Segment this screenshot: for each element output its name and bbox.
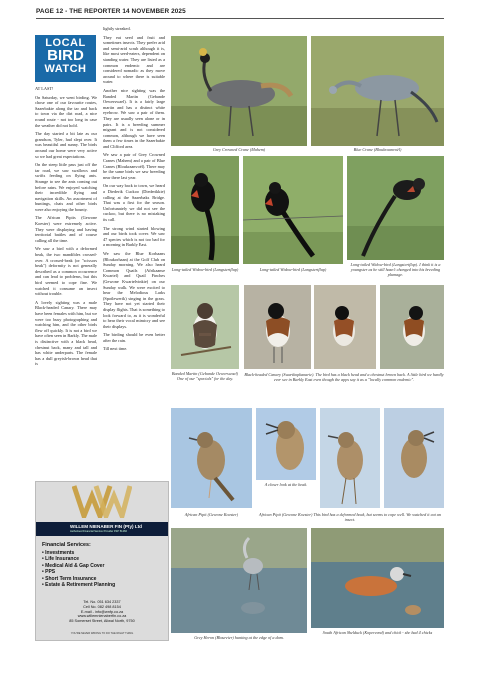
caption-blue-crane: Blue Crane (Bloukraanvoël) xyxy=(353,147,402,152)
pipit-deformed-photo-1 xyxy=(320,408,380,508)
caption-grey-heron: Grey Heron (Bloureier) hunting at the edge of a dam. xyxy=(194,635,284,640)
pipit-beak-closeup-photo xyxy=(256,408,316,480)
financial-services-advert xyxy=(35,481,169,641)
caption-pipit-deformed: African Pipit (Gewone Koester) This bird has a deformed beak, but seems to cope well. We watched it eat an insect. xyxy=(259,512,441,522)
advert-services-title: Financial Services: xyxy=(42,542,91,548)
widowbird-photo-2 xyxy=(243,156,343,264)
caption-widowbird-2: Long-tailed Widow-bird (Langstertflap) xyxy=(259,267,327,272)
caption-grey-crowned-crane: Grey Crowned Crane (Mahem) xyxy=(212,147,266,152)
col1-para: On the steep little pass just off the tar road, we saw swallows and swifts feeding on flying ants. Strange to see the ants coming out before rains. We enjoyed watching their incredible flying and navigation skills. An assortment of buntings, chats and other birds were also enjoying the bounty. xyxy=(35,162,97,212)
col2-para: Another nice sighting was the Banded Martin (Gebande Oewerswael). It is a fairly large martin and has a distinct white eyebrow. We saw a pair of them. They are usually seen alone or in pairs. It is a breeding summer migrant and is not considered common, although we have seen them a few times in the Saaerbakte and Clifford area. xyxy=(103,87,165,149)
caption-closer-look: A closer look at the beak. xyxy=(264,482,308,487)
col2-para: We saw a pair of Grey Crowned Cranes (Mahem) and a pair of Blue Cranes (Bloukraanvoël). There may be the same birds we saw breeding near there last year. xyxy=(103,152,165,180)
banded-martin-photo xyxy=(171,285,239,369)
local-bird-watch-logo xyxy=(35,35,96,82)
shelduck-photo xyxy=(311,528,444,628)
caption-banded-martin: Banded Martin (Gebande Oewerswael) One of our "specials" for the day. xyxy=(171,371,239,381)
advert-company-name: WILLEM NIENABER FIN (Pty) Ltd xyxy=(70,524,142,529)
advert-service-item: • PPS xyxy=(42,569,56,576)
advert-service-item: • Estate & Retirement Planning xyxy=(42,582,116,589)
col2-para: Till next time. xyxy=(103,346,128,352)
advert-service-item: • Investments xyxy=(42,550,75,556)
advert-contact-block xyxy=(36,600,168,624)
col1-para: On Saturday, we went birding. We chose one of our favourite routes, Saaerbakte along the tar and back to town via the dirt road, a nice round route - not too long in case the weather did not hold. xyxy=(35,94,97,128)
pipit-deformed-photo-2 xyxy=(384,408,444,508)
advert-services-list xyxy=(42,550,115,588)
col1-para: A lovely sighting was a male Black-headed Canary. There may have been females with him, but we were too busy photographing and watching him, and the other birds flew off quickly. It is not a bird we have often seen in Barkly. The male is distinctive with a black head, chestnut back, many and tall and has white underparts. The female has a dull greyish-brown head that is xyxy=(35,299,97,367)
logo-line-3: WATCH xyxy=(44,63,87,75)
col2-para: lightly streaked. xyxy=(103,26,131,31)
col2-para: We saw the Blue Korhaans (Bloukorhaan) at the Golf Club on Sunday morning. We also heard Common Quails (Afrikaanse Kwartel) and Quail Finches (Gewone Kwartelvinkie) on our Sunday walk. We were excited to hear the Melodious Larks (Spotlewerik) singing in the grass. They have not yet started their display flights. That is something to look forward to, as it is wonderful to hear their vocal mimicry and see their displays. xyxy=(103,250,165,329)
advert-address: 85 Somerset Street, Aliwal North, 9750 xyxy=(69,619,135,624)
caption-widowbird-1: Long-tailed Widow-bird (Langstertflap) xyxy=(171,267,239,272)
caption-shelduck: South African Shelduck (Kopereend) and chick - she had 4 chicks xyxy=(322,630,433,635)
advert-service-item: • Life Insurance xyxy=(42,556,80,563)
advert-cell: Cell No. 082 498 8154 xyxy=(83,604,121,609)
caption-widowbird-3: Long-tailed Widow-bird (Langstertflap). I think it is a youngster as he still hasn't changed into his breeding plumage. xyxy=(350,262,441,277)
col1-para: AT LAST! xyxy=(35,86,54,91)
widowbird-photo-3 xyxy=(347,156,444,260)
advert-website: www.willemnienaberfin.co.za xyxy=(77,614,127,619)
caption-canary: Black-headed Canary (Swartkopkanarie). The bird has a black head and a chestnut brown back. A little bird we hardly ever see in Barkly East even though the apps say it as a "locally common endemic". xyxy=(244,372,444,382)
widowbird-photo-1 xyxy=(171,156,239,264)
advert-company-bar xyxy=(36,522,168,536)
advert-slogan: YOU'RE NEVER WRONG TO DO THE RIGHT THING xyxy=(70,632,134,635)
col2-para: They eat seed and fruit and sometimes insects. They prefer arid and semi-arid scrub although it is, like most seed-eaters, dependent on standing water. They are listed as a common endemic and are considered nomadic as they move around to where there is suitable water. xyxy=(103,34,165,85)
col2-para: On our way back to town, we heard a Diederik Cuckoo (Diederikkie) calling at the Saaerbaks Bridge. That was a first for the season. Unfortunately we did not see the cuckoo, but there is no mistaking its call. xyxy=(103,183,165,222)
col1-para: We saw a bird with a deformed beak, the two mandibles crossed-over. A crossed-beak (or "scissors beak") deformity is not generally described as a common occurrence and can lead to problems, but this bird seemed to cope fine. We watched it consume an insect without trouble. xyxy=(35,246,97,297)
header-rule xyxy=(36,18,444,19)
article-column-2 xyxy=(103,26,165,476)
page-header: PAGE 12 - THE REPORTER 14 NOVEMBER 2025 xyxy=(36,8,186,15)
col2-para: The birding should be even better after the rain. xyxy=(103,332,165,343)
logo-line-2: BIRD xyxy=(47,47,84,64)
wnfp-logo-icon xyxy=(72,484,132,518)
col1-para: The day started a bit late as our grandson, Tyler, had slept over. It was beautiful and sunny. The birds around our home were very active so we had great expectations. xyxy=(35,131,97,159)
advert-service-item: • Medical Aid & Gap Cover xyxy=(42,562,105,569)
caption-african-pipit: African Pipit (Gewone Koester) xyxy=(184,512,239,517)
canary-photo-2 xyxy=(314,285,376,369)
col2-para: The strong wind started blowing and our birds took cover. We saw 47 species which is not too bad for a morning in Barkly East. xyxy=(103,225,165,248)
african-pipit-photo xyxy=(171,408,252,508)
advert-email: E-mail - info@wnfp.co.za xyxy=(80,609,124,614)
logo-line-1: LOCAL xyxy=(45,37,86,49)
grey-crowned-crane-photo xyxy=(171,36,307,146)
advert-fsp-line: Authorised Financial Service Provider FSP 51266 xyxy=(70,530,127,533)
canary-photo-3 xyxy=(380,285,444,369)
article-column-1 xyxy=(35,86,97,478)
col1-para: The African Pipits (Gewone Koester) were extremely active. They were displaying and having territorial battles and of course calling all the time. xyxy=(35,215,97,243)
grey-heron-photo xyxy=(171,528,307,633)
blue-crane-photo xyxy=(311,36,444,146)
advert-tel: Tel. No. 051 634 2337 xyxy=(83,600,121,604)
canary-photo-1 xyxy=(244,285,311,369)
advert-service-item: • Short Term Insurance xyxy=(42,575,97,582)
